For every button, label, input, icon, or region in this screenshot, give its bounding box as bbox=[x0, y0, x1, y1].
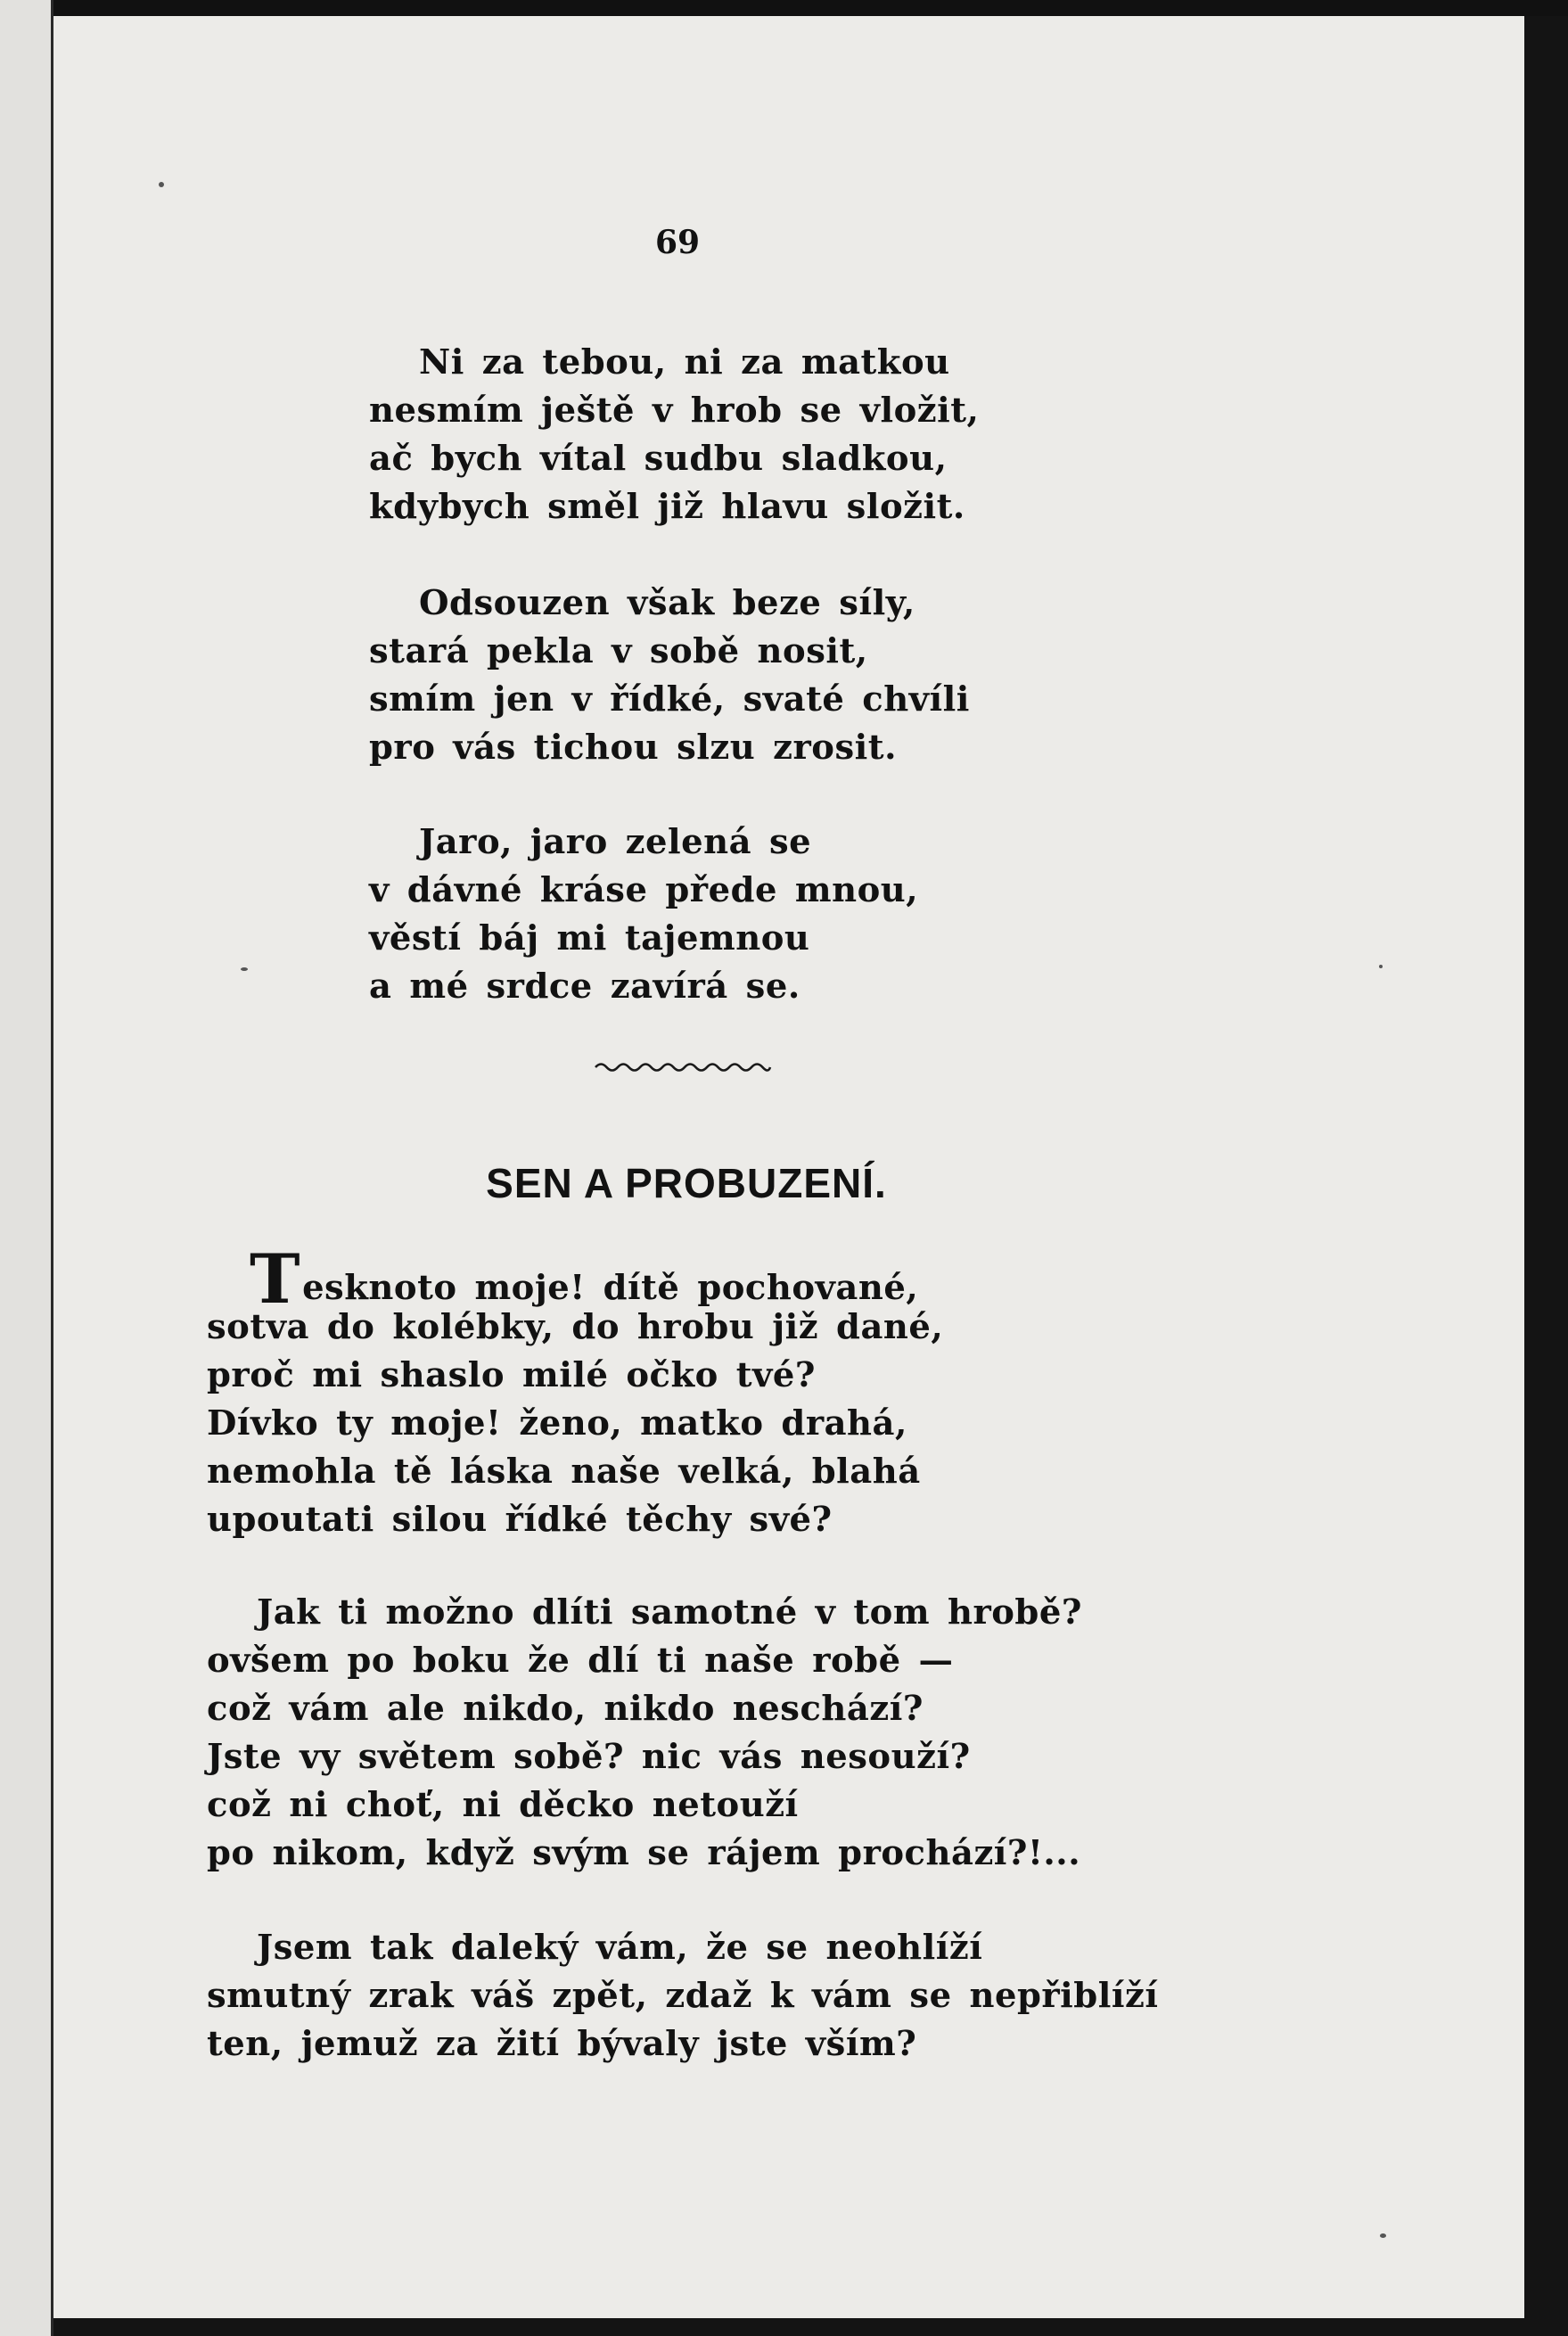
verse-line: proč mi shaslo milé očko tvé? bbox=[207, 1355, 816, 1395]
verse-line-first bbox=[207, 1239, 943, 1319]
verse-line: Jsem tak daleký vám, že se neohlíží bbox=[257, 1928, 983, 1968]
wavy-divider bbox=[594, 1059, 772, 1075]
verse-line: pro vás tichou slzu zrosit. bbox=[369, 728, 897, 768]
scan-speck bbox=[1379, 965, 1383, 968]
verse-line: Ni za tebou, ni za matkou bbox=[419, 342, 950, 382]
scan-top-edge bbox=[0, 0, 1568, 16]
scan-speck bbox=[1380, 2233, 1386, 2238]
verse-line: nesmím ještě v hrob se vložit, bbox=[369, 391, 980, 431]
verse-line: smím jen v řídké, svaté chvíli bbox=[369, 679, 970, 720]
stanza-6 bbox=[207, 1924, 1158, 2069]
verse-line: stará pekla v sobě nosit, bbox=[369, 631, 868, 671]
verse-line: což vám ale nikdo, nikdo neschází? bbox=[207, 1689, 924, 1729]
verse-line: ač bych vítal sudbu sladkou, bbox=[369, 439, 948, 479]
verse-line: kdybych směl již hlavu složit. bbox=[369, 487, 965, 527]
drop-cap: T bbox=[250, 1239, 301, 1319]
first-line-rest: esknoto moje! dítě pochované, bbox=[302, 1268, 919, 1308]
verse-line: Jaro, jaro zelená se bbox=[419, 822, 812, 862]
verse-line: Jak ti možno dlíti samotné v tom hrobě? bbox=[257, 1592, 1082, 1633]
stanza-1 bbox=[369, 339, 979, 531]
page-number: 69 bbox=[654, 224, 701, 261]
poem-title: SEN A PROBUZENÍ. bbox=[486, 1160, 887, 1206]
verse-line: Dívko ty moje! ženo, matko drahá, bbox=[207, 1403, 907, 1444]
verse-line: upoutati silou řídké těchy své? bbox=[207, 1500, 833, 1540]
stanza-5 bbox=[207, 1589, 1082, 1878]
verse-line: a mé srdce zavírá se. bbox=[369, 966, 800, 1007]
verse-line: Jste vy světem sobě? nic vás nesouží? bbox=[207, 1737, 971, 1777]
scan-left-margin bbox=[0, 0, 53, 2336]
verse-line: ten, jemuž za žití bývaly jste vším? bbox=[207, 2024, 917, 2064]
verse-line: věstí báj mi tajemnou bbox=[369, 918, 810, 958]
verse-line: což ni choť, ni děcko netouží bbox=[207, 1785, 799, 1825]
verse-line: Odsouzen však beze síly, bbox=[419, 583, 915, 623]
verse-line: sotva do kolébky, do hrobu již dané, bbox=[207, 1307, 944, 1347]
stanza-2 bbox=[369, 580, 970, 772]
stanza-4 bbox=[207, 1239, 944, 1544]
verse-line: smutný zrak váš zpět, zdaž k vám se nepřiblíží bbox=[207, 1976, 1159, 2016]
verse-line: v dávné kráse přede mnou, bbox=[369, 870, 919, 910]
stanza-3 bbox=[369, 818, 918, 1011]
verse-line: nemohla tě láska naše velká, blahá bbox=[207, 1452, 921, 1492]
verse-line: ovšem po boku že dlí ti naše robě — bbox=[207, 1641, 954, 1681]
verse-line: po nikom, když svým se rájem prochází?!... bbox=[207, 1833, 1081, 1873]
scan-speck bbox=[159, 182, 164, 187]
scan-speck bbox=[241, 967, 248, 971]
